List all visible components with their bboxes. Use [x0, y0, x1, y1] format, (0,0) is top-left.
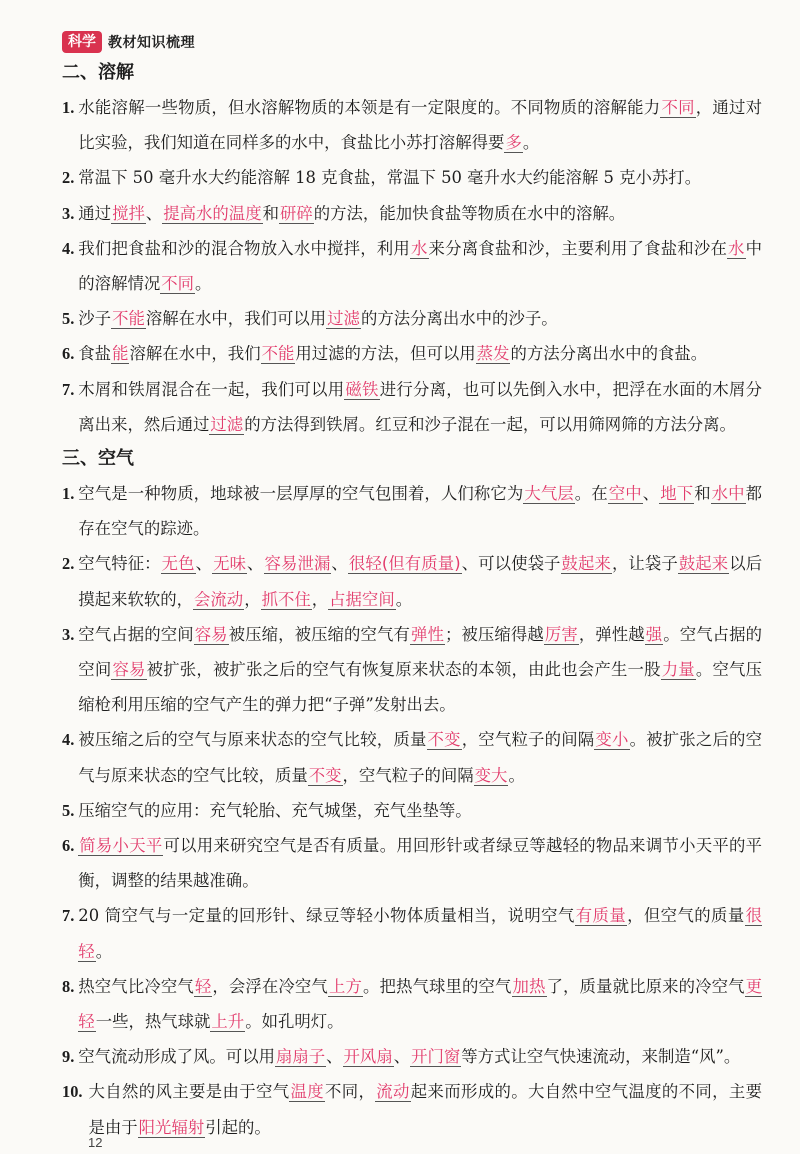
text-segment: 来分离食盐和沙，主要利用了食盐和沙在 — [428, 238, 728, 258]
text-segment: 我们把食盐和沙的混合物放入水中搅拌，利用 — [78, 238, 410, 258]
item-number: 6. — [62, 836, 75, 856]
answer-blank: 厉害 — [544, 624, 578, 644]
item-number: 2. — [62, 554, 75, 574]
section-title: 二、溶解 — [62, 62, 134, 83]
answer-blank: 能 — [112, 344, 129, 364]
list-item — [62, 196, 762, 231]
list-item — [62, 793, 762, 828]
text-segment: 20 筒空气与一定量的回形针、绿豆等轻小物体质量相当，说明空气 — [78, 906, 575, 926]
text-segment: 。被扩张之后的空气与原来状态的空气比较，质量 — [78, 730, 763, 785]
text-segment: 、 — [145, 203, 163, 223]
text-segment: ，让袋子 — [611, 554, 678, 574]
list-item — [62, 828, 762, 898]
answer-blank: 地下 — [660, 484, 694, 504]
answer-blank: 不变 — [427, 730, 461, 750]
list-item — [62, 1074, 762, 1144]
answer-blank: 不变 — [308, 765, 342, 785]
text-segment: 。 — [195, 274, 212, 294]
text-segment: 大自然的风主要是由于空气 — [88, 1082, 290, 1102]
item-text — [78, 898, 762, 968]
text-segment: 被压缩之后的空气与原来状态的空气比较，质量 — [78, 730, 427, 750]
answer-blank: 水 — [410, 238, 428, 258]
list-item — [62, 336, 762, 371]
text-segment: 可以用来研究空气是否有质量。用回形针或者绿豆等越轻的物品来调节小天平的平衡，调整的结果越准确。 — [78, 836, 763, 891]
answer-blank: 鼓起来 — [561, 554, 611, 574]
text-segment: 和 — [694, 484, 711, 504]
item-number: 6. — [62, 344, 75, 364]
page-number: 12 — [88, 1135, 103, 1150]
item-text — [78, 793, 762, 828]
text-segment: ， — [244, 589, 261, 609]
item-number: 5. — [62, 800, 75, 820]
item-text — [78, 231, 762, 301]
list-item — [62, 301, 762, 336]
text-segment: 、 — [642, 484, 660, 504]
item-number: 10. — [62, 1082, 83, 1102]
text-segment: 的方法分离出水中的沙子。 — [360, 309, 558, 329]
answer-blank: 流动 — [376, 1082, 410, 1102]
list-item — [62, 476, 762, 546]
list-item — [62, 722, 762, 792]
text-segment: 空气占据的空间 — [78, 624, 194, 644]
text-segment: 等方式让空气快速流动，来制造“风”。 — [461, 1047, 741, 1067]
item-text — [78, 828, 762, 898]
text-segment: 。把热气球里的空气 — [362, 976, 512, 996]
answer-blank: 空中 — [608, 484, 642, 504]
list-item — [62, 617, 762, 723]
text-segment: 食盐 — [78, 344, 112, 364]
answer-blank: 鼓起来 — [678, 554, 729, 574]
item-number: 3. — [62, 203, 75, 223]
text-segment: 了，质量就比原来的冷空气 — [546, 976, 745, 996]
text-segment: 的方法得到铁屑。红豆和沙子混在一起，可以用筛网筛的方法分离。 — [244, 414, 736, 434]
answer-blank: 弹性 — [410, 624, 444, 644]
header-title: 教材知识梳理 — [108, 35, 195, 51]
text-segment: 起来而形成的。大自然中空气温度的不同，主要是由于 — [88, 1082, 763, 1137]
answer-blank: 水中 — [711, 484, 745, 504]
item-number: 4. — [62, 238, 75, 258]
text-segment: 压缩空气的应用：充气轮胎、充气城堡，充气坐垫等。 — [78, 800, 472, 820]
text-segment: 沙子 — [78, 309, 112, 329]
list-item — [62, 372, 762, 442]
text-segment: 。空气占据的空间 — [78, 624, 763, 680]
answer-blank: 不同 — [161, 274, 195, 294]
text-segment: 空气流动形成了风。可以用 — [78, 1047, 275, 1067]
answer-blank: 多 — [505, 133, 522, 153]
text-segment: 常温下 50 毫升水大约能溶解 18 克食盐，常温下 50 毫升水大约能溶解 5 克小苏打。 — [78, 168, 702, 188]
text-segment: 溶解在水中，我们可以用 — [145, 309, 327, 329]
answer-blank: 更轻 — [78, 976, 763, 1032]
answer-blank: 有质量 — [575, 906, 627, 926]
answer-blank: 变小 — [595, 730, 629, 750]
answer-blank: 无色 — [161, 554, 195, 574]
list-item — [62, 546, 762, 616]
answer-blank: 提高水的温度 — [163, 203, 262, 223]
answer-blank: 抓不住 — [261, 589, 311, 609]
page-header — [62, 30, 195, 54]
list-item — [62, 898, 762, 968]
item-text — [78, 1039, 762, 1074]
item-text — [78, 90, 762, 160]
text-segment: ，但空气的质量 — [627, 906, 745, 926]
item-text — [78, 372, 762, 442]
answer-blank: 上升 — [211, 1012, 245, 1032]
item-text — [78, 196, 762, 231]
answer-blank: 会流动 — [194, 589, 244, 609]
answer-blank: 不同 — [661, 98, 695, 117]
item-number: 7. — [62, 379, 75, 399]
item-text — [78, 336, 762, 371]
answer-blank: 研碎 — [279, 203, 313, 223]
answer-blank: 容易 — [194, 624, 228, 644]
text-segment: 不同， — [324, 1082, 376, 1102]
text-segment: 空气是一种物质，地球被一层厚厚的空气包围着，人们称它为 — [78, 484, 524, 504]
answer-blank: 加热 — [512, 976, 546, 996]
answer-blank: 力量 — [661, 660, 695, 680]
text-segment: 进行分离，也可以先倒入水中，把浮在水面的木屑分离出来，然后通过 — [78, 379, 762, 434]
item-number: 1. — [62, 484, 75, 504]
text-segment: 通过 — [78, 203, 112, 223]
text-segment: 溶解在水中，我们 — [129, 344, 261, 364]
text-segment: 水能溶解一些物质，但水溶解物质的本领是有一定限度的。不同物质的溶解能力 — [78, 98, 661, 117]
text-segment: 被压缩，被压缩的空气有 — [228, 624, 410, 644]
text-segment: ；被压缩得越 — [444, 624, 544, 644]
text-segment: ，会浮在冷空气 — [212, 976, 328, 996]
text-segment: 被扩张，被扩张之后的空气有恢复原来状态的本领，由此也会产生一股 — [146, 660, 661, 680]
answer-blank: 上方 — [328, 976, 362, 996]
answer-blank: 容易泄漏 — [264, 554, 331, 574]
answer-blank: 容易 — [112, 660, 146, 680]
item-text — [89, 1074, 763, 1144]
text-segment: 。 — [395, 589, 413, 609]
item-number: 9. — [62, 1047, 75, 1067]
answer-blank: 不能 — [112, 309, 145, 329]
item-number: 4. — [62, 730, 75, 750]
text-segment: 、 — [247, 554, 264, 574]
text-segment: 、 — [393, 1047, 411, 1067]
item-text — [78, 969, 762, 1039]
item-number: 3. — [62, 624, 75, 644]
list-item — [62, 969, 762, 1039]
text-segment: 的方法分离出水中的食盐。 — [510, 344, 708, 364]
text-segment: ，空气粒子的间隔 — [461, 730, 595, 750]
list-item — [62, 90, 762, 160]
item-text — [78, 160, 762, 195]
answer-blank: 大气层 — [524, 484, 574, 504]
text-segment: 。空气压缩枪利用压缩的空气产生的弹力把“子弹”发射出去。 — [78, 660, 763, 715]
item-text — [78, 722, 762, 792]
item-number: 2. — [62, 168, 75, 188]
text-segment: 。如孔明灯。 — [245, 1012, 344, 1032]
item-number: 5. — [62, 309, 75, 329]
text-segment: 。 — [508, 765, 525, 785]
answer-blank: 过滤 — [327, 309, 360, 329]
text-segment: 、 — [195, 554, 213, 574]
answer-blank: 变大 — [474, 765, 508, 785]
answer-blank: 阳光辐射 — [138, 1117, 205, 1137]
item-number: 7. — [62, 906, 75, 926]
answer-blank: 开风扇 — [343, 1047, 393, 1067]
text-segment: 用过滤的方法，但可以用 — [295, 344, 476, 364]
answer-blank: 不能 — [261, 344, 295, 364]
answer-blank: 占据空间 — [329, 589, 395, 609]
text-segment: ， — [311, 589, 329, 609]
content-area — [62, 56, 762, 1145]
text-segment: 热空气比冷空气 — [78, 976, 194, 996]
answer-blank: 简易小天平 — [79, 836, 163, 856]
text-segment: 、可以使袋子 — [461, 554, 561, 574]
answer-blank: 过滤 — [210, 414, 244, 434]
text-segment: ，空气粒子的间隔 — [342, 765, 474, 785]
answer-blank: 无味 — [213, 554, 247, 574]
answer-blank: 搅拌 — [112, 203, 145, 223]
text-segment: 、 — [326, 1047, 343, 1067]
answer-blank: 蒸发 — [476, 344, 510, 364]
answer-blank: 扇扇子 — [275, 1047, 326, 1067]
text-segment: 木屑和铁屑混合在一起，我们可以用 — [78, 379, 345, 399]
text-segment: 。 — [95, 941, 113, 961]
text-segment: 。 — [522, 133, 540, 153]
text-segment: 。在 — [574, 484, 608, 504]
text-segment: 空气特征： — [78, 554, 161, 574]
item-text — [78, 617, 762, 723]
answer-blank: 强 — [645, 624, 663, 644]
text-segment: 的方法，能加快食盐等物质在水中的溶解。 — [313, 203, 626, 223]
answer-blank: 磁铁 — [345, 379, 379, 399]
text-segment: 都存在空气的踪迹。 — [78, 484, 763, 539]
list-item — [62, 1039, 762, 1074]
text-segment: 中的溶解情况 — [78, 238, 763, 294]
answer-blank: 温度 — [290, 1082, 324, 1102]
answer-blank: 开门窗 — [411, 1047, 461, 1067]
text-segment: 、 — [331, 554, 348, 574]
text-segment: 引起的。 — [205, 1117, 271, 1137]
item-number: 1. — [62, 98, 75, 117]
answer-blank: 很轻(但有质量) — [348, 554, 461, 574]
item-text — [78, 476, 762, 546]
list-item — [62, 160, 762, 195]
answer-blank: 水 — [728, 238, 745, 258]
text-segment: ，弹性越 — [578, 624, 645, 644]
answer-blank: 轻 — [194, 976, 212, 996]
item-text — [78, 301, 762, 336]
text-segment: 和 — [262, 203, 279, 223]
item-text — [78, 546, 762, 616]
text-segment: ，通过对比实验，我们知道在同样多的水中，食盐比小苏打溶解得要 — [78, 98, 763, 153]
list-item — [62, 231, 762, 301]
item-number: 8. — [62, 976, 75, 996]
section-title: 三、空气 — [62, 448, 134, 470]
subject-badge: 科学 — [62, 31, 102, 53]
text-segment: 一些，热气球就 — [95, 1012, 211, 1032]
answer-blank: 很轻 — [78, 906, 762, 961]
text-segment: 以后摸起来软软的， — [78, 554, 763, 609]
